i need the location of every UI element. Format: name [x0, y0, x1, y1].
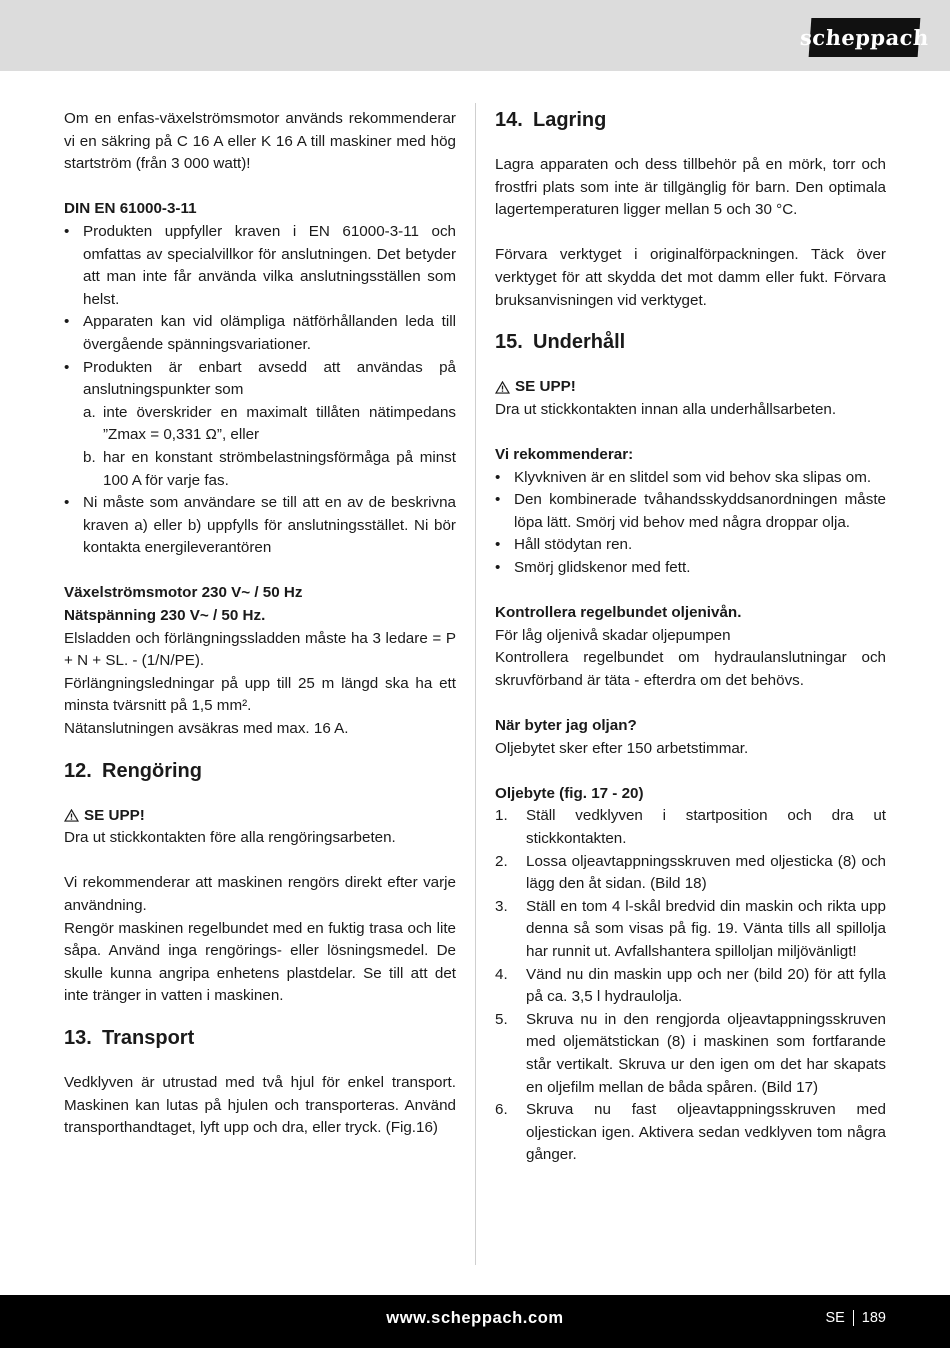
oil-change-question: När byter jag oljan? [495, 717, 637, 735]
warning-text: SE UPP! [84, 806, 145, 824]
section-title: Lagring [533, 109, 607, 131]
warning-label [64, 805, 456, 828]
section-title: Rengöring [102, 759, 202, 782]
sub-item-a [83, 402, 456, 447]
oil-change-answer: Oljebytet sker efter 150 arbetstimmar. [495, 739, 749, 757]
right-column [495, 108, 886, 1167]
sub-item-label: a. [83, 403, 96, 421]
list-item [64, 357, 456, 402]
step-text: Skruva nu fast oljeavtappningsskruven med oljestickan igen. Aktivera sedan vedklyven tom några gånger. [526, 1101, 886, 1164]
motor-text-2: Förlängningsledningar på upp till 25 m längd ska ha ett minsta tvärsnitt på 1,5 mm². [64, 674, 456, 715]
section-number: 12. [64, 759, 92, 782]
scheppach-logo: scheppach [809, 18, 921, 57]
step-number: 1. [495, 807, 508, 825]
section-12-heading [64, 759, 456, 783]
cleaning-paragraph-1: Vi rekommenderar att maskinen rengörs direkt efter varje användning. [64, 874, 456, 914]
left-column [64, 108, 456, 1140]
oil-change-steps-title: Oljebyte (fig. 17 - 20) [495, 784, 644, 802]
step-number: 3. [495, 897, 508, 915]
oil-check-text-2: Kontrollera regelbundet om hydraulanslutningar och skruvförband är täta - efterdra om det behövs. [495, 649, 886, 689]
footer-bar [0, 1295, 950, 1348]
warning-description: Dra ut stickkontakten före alla rengöringsarbeten. [64, 829, 396, 847]
language-code: SE [825, 1310, 845, 1326]
warning-label [495, 376, 886, 399]
step-text: Vänd nu din maskin upp och ner (bild 20) för att fylla på ca. 3,5 l hydraulolja. [526, 965, 886, 1006]
oil-check-text-1: För låg oljenivå skadar oljepumpen [495, 626, 731, 644]
step-number: 5. [495, 1010, 508, 1028]
step-text: Lossa oljeavtappningsskruven med oljesticka (8) och lägg den åt sidan. (Bild 18) [526, 852, 886, 893]
list-item-text: Produkten är enbart avsedd att användas på anslutningspunkter som [83, 358, 456, 399]
list-item [495, 1009, 886, 1099]
din-bullet-list-end [64, 492, 456, 560]
list-item [495, 964, 886, 1009]
page-number: 189 [861, 1310, 886, 1326]
step-number: 6. [495, 1101, 508, 1119]
warning-text: SE UPP! [515, 378, 576, 396]
list-item: • Ni måste som användare se till att en av de beskrivna kraven a) eller b) uppfylls för anslutningsstället. Ni bör kontakta energileverantören [64, 492, 456, 560]
section-number: 14. [495, 109, 523, 131]
recommend-list [495, 467, 886, 580]
section-title: Underhåll [533, 331, 626, 354]
sub-item-text: inte överskrider en maximalt tillåten nätimpedans ”Zmax = 0,331 Ω”, eller [103, 403, 456, 444]
section-title: Transport [102, 1026, 195, 1049]
storage-paragraph-1: Lagra apparaten och dess tillbehör på en mörk, torr och frostfri plats som inte är tillgänglig för barn. Den optimala lagertemperaturen ligger mellan 5 och 30 °C. [495, 156, 886, 219]
din-bullet-list [64, 221, 456, 402]
motor-text-3: Nätanslutningen avsäkras med max. 16 A. [64, 720, 349, 738]
din-title: DIN EN 61000-3-11 [64, 200, 197, 218]
list-item [495, 1099, 886, 1167]
list-item: • Håll stödytan ren. [495, 534, 886, 557]
section-13-heading [64, 1026, 456, 1050]
footer-separator [853, 1310, 854, 1326]
section-number: 13. [64, 1026, 92, 1049]
sub-item-label: b. [83, 448, 96, 466]
list-item: • Smörj glidskenor med fett. [495, 557, 886, 580]
column-divider [475, 103, 476, 1265]
din-sub-list [64, 402, 456, 492]
motor-text-1: Elsladden och förlängningssladden måste ha 3 ledare = P + N + SL. - (1/N/PE). [64, 629, 456, 670]
section-15-heading [495, 330, 886, 354]
section-14-heading [495, 108, 886, 132]
header-bar [0, 0, 950, 71]
motor-spec-1: Växelströmsmotor 230 V~ / 50 Hz [64, 584, 303, 602]
step-text: Skruva nu in den rengjorda oljeavtappningsskruven med oljemätstickan (8) i maskinen som fortfarande står vertikalt. Skruva ur den igen om det har skapats en oljefilm mellan de båda spåren. (Bild 17) [526, 1010, 886, 1096]
page-indicator [825, 1310, 886, 1326]
warning-triangle-icon [64, 809, 79, 822]
list-item: • Apparaten kan vid olämpliga nätförhållanden leda till övergående spänningsvariationer. [64, 311, 456, 356]
motor-spec-2: Nätspänning 230 V~ / 50 Hz. [64, 607, 266, 625]
intro-paragraph: Om en enfas-växelströmsmotor används rekommenderar vi en säkring på C 16 A eller K 16 A till maskiner med hög startström (från 3 000 watt)! [64, 110, 456, 173]
list-item: • Klyvkniven är en slitdel som vid behov ska slipas om. [495, 467, 886, 490]
step-text: Ställ en tom 4 l-skål bredvid din maskin och rikta upp denna så som visas på fig. 19. Vänta tills all spillolja har runnit ut. Avfallshantera spilloljan miljövänligt! [526, 897, 886, 960]
website-link[interactable]: www.scheppach.com [386, 1309, 564, 1327]
transport-paragraph: Vedklyven är utrustad med två hjul för enkel transport. Maskinen kan lutas på hjulen och transporteras. Använd transporthandtaget, lyft upp och dra, eller tryck. (Fig.16) [64, 1073, 456, 1137]
warning-description: Dra ut stickkontakten innan alla underhållsarbeten. [495, 400, 837, 418]
storage-paragraph-2: Förvara verktyget i originalförpackningen. Täck över verktyget för att skydda det mot damm eller fukt. Förvara bruksanvisningen vid verktyget. [495, 246, 886, 309]
step-number: 2. [495, 852, 508, 870]
list-item: • Produkten uppfyller kraven i EN 61000-3-11 och omfattas av specialvillkor för anslutningen. Det betyder att man inte får använda vilka anslutningsställen som helst. [64, 221, 456, 311]
sub-item-text: har en konstant strömbelastningsförmåga på minst 100 A för varje fas. [103, 448, 456, 489]
section-number: 15. [495, 331, 523, 354]
step-number: 4. [495, 965, 508, 983]
oil-change-steps [495, 805, 886, 1167]
cleaning-paragraph-2: Rengör maskinen regelbundet med en fuktig trasa och lite såpa. Använd inga rengörings- eller lösningsmedel. De skulle kunna angripa enhetens plastdelar. Se till att det inte tränger in vatten i maskinen. [64, 919, 456, 1005]
sub-item-b [83, 447, 456, 492]
list-item [495, 805, 886, 850]
list-item [495, 896, 886, 964]
recommend-title: Vi rekommenderar: [495, 445, 634, 463]
oil-check-title: Kontrollera regelbundet oljenivån. [495, 604, 742, 622]
list-item: • Den kombinerade tvåhandsskyddsanordningen måste löpa lätt. Smörj vid behov med några droppar olja. [495, 489, 886, 534]
list-item [495, 851, 886, 896]
warning-triangle-icon [495, 381, 510, 394]
step-text: Ställ vedklyven i startposition och dra ut stickkontakten. [526, 807, 886, 848]
